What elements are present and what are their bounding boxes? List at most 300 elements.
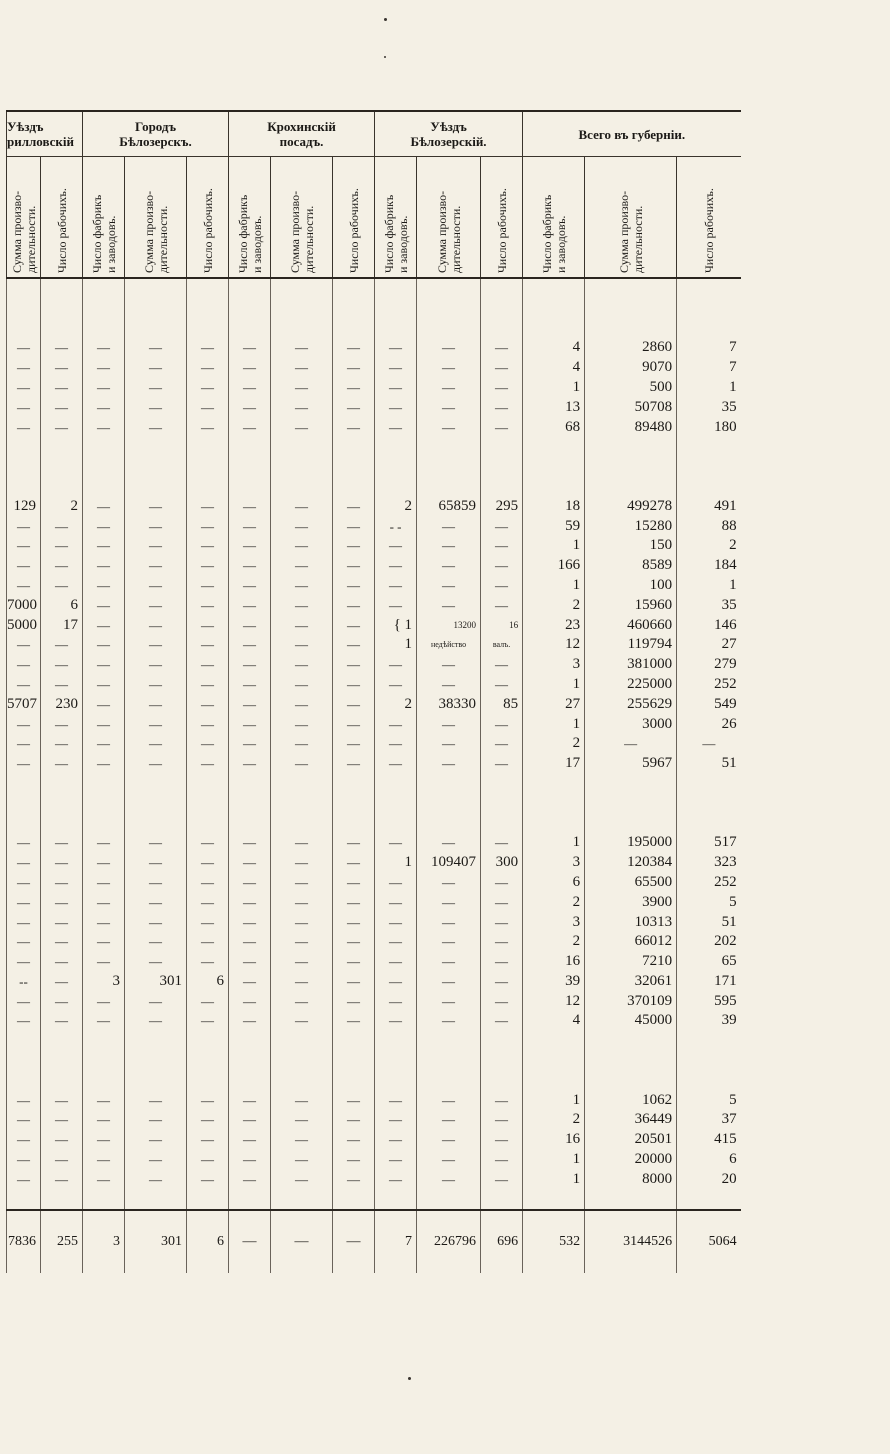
table-cell	[83, 477, 125, 497]
table-cell: —	[271, 972, 333, 992]
table-cell: —	[271, 734, 333, 754]
table-cell: 1	[677, 378, 741, 398]
table-cell	[523, 437, 585, 457]
table-cell: —	[7, 754, 41, 774]
table-cell: —	[271, 655, 333, 675]
table-cell: —	[187, 913, 229, 933]
table-cell	[187, 1051, 229, 1071]
table-cell: —	[125, 536, 187, 556]
table-row	[7, 893, 741, 913]
table-cell	[125, 457, 187, 477]
table-cell	[41, 794, 83, 814]
table-cell: —	[41, 536, 83, 556]
sub-header-label: Число фабрикъ и заводовъ.	[89, 194, 118, 273]
table-cell: —	[271, 576, 333, 596]
table-cell	[229, 457, 271, 477]
table-cell: —	[229, 695, 271, 715]
table-cell: —	[125, 378, 187, 398]
table-cell: —	[375, 932, 417, 952]
table-cell	[333, 794, 375, 814]
group-header-belozersk-city: Городъ Бѣлозерскъ.	[83, 111, 229, 157]
table-cell: —	[125, 338, 187, 358]
table-cell: —	[333, 695, 375, 715]
table-cell	[125, 278, 187, 299]
table-cell	[229, 774, 271, 794]
table-cell: —	[187, 1091, 229, 1111]
table-cell: —	[333, 952, 375, 972]
table-cell	[677, 794, 741, 814]
table-cell: —	[83, 556, 125, 576]
table-cell: —	[83, 715, 125, 735]
sub-header-workers	[481, 157, 523, 279]
table-cell: 2	[523, 893, 585, 913]
table-cell: —	[417, 576, 481, 596]
table-cell: —	[83, 576, 125, 596]
table-cell: —	[375, 596, 417, 616]
table-cell	[375, 477, 417, 497]
table-cell: —	[417, 1130, 481, 1150]
table-cell: 460660	[585, 616, 677, 636]
totals-row	[7, 1210, 741, 1273]
table-cell: —	[375, 754, 417, 774]
table-cell: валъ.	[481, 635, 523, 655]
sub-header-factories	[523, 157, 585, 279]
table-cell: —	[229, 833, 271, 853]
table-cell	[375, 794, 417, 814]
table-cell	[333, 1071, 375, 1091]
table-cell: —	[41, 972, 83, 992]
table-cell: —	[125, 734, 187, 754]
table-cell	[7, 794, 41, 814]
table-cell: 2	[41, 497, 83, 517]
table-cell: —	[125, 992, 187, 1012]
table-cell	[125, 794, 187, 814]
table-cell	[83, 319, 125, 339]
table-cell: —	[7, 398, 41, 418]
table-cell	[677, 1031, 741, 1051]
table-cell: —	[333, 675, 375, 695]
table-cell	[333, 278, 375, 299]
table-cell: —	[375, 972, 417, 992]
table-cell: —	[125, 853, 187, 873]
table-cell	[523, 1051, 585, 1071]
table-cell	[41, 774, 83, 794]
table-cell: 66012	[585, 932, 677, 952]
page-speck	[384, 18, 387, 21]
table-cell: —	[7, 675, 41, 695]
table-cell: —	[187, 556, 229, 576]
table-cell	[229, 1190, 271, 1211]
table-cell: 20	[677, 1170, 741, 1190]
table-row	[7, 338, 741, 358]
spacer-row	[7, 814, 741, 834]
table-cell: —	[417, 734, 481, 754]
table-cell: 6	[187, 972, 229, 992]
table-cell	[41, 299, 83, 319]
table-cell: 3000	[585, 715, 677, 735]
table-cell: —	[187, 754, 229, 774]
table-cell: —	[417, 754, 481, 774]
table-cell: 150	[585, 536, 677, 556]
table-cell: —	[481, 972, 523, 992]
table-row	[7, 952, 741, 972]
table-cell	[229, 1071, 271, 1091]
table-cell	[375, 774, 417, 794]
table-cell: —	[83, 1170, 125, 1190]
table-cell: —	[417, 1110, 481, 1130]
table-cell	[585, 278, 677, 299]
table-cell	[417, 1031, 481, 1051]
table-cell	[271, 319, 333, 339]
table-cell	[271, 1071, 333, 1091]
table-cell: —	[417, 873, 481, 893]
table-cell: —	[333, 1091, 375, 1111]
table-cell: 415	[677, 1130, 741, 1150]
sub-header-label: Число рабочихъ.	[54, 188, 69, 273]
table-cell: —	[271, 358, 333, 378]
table-cell	[41, 1031, 83, 1051]
table-cell: —	[229, 1110, 271, 1130]
table-row	[7, 913, 741, 933]
table-cell	[677, 814, 741, 834]
table-cell: —	[481, 556, 523, 576]
table-cell	[417, 278, 481, 299]
table-cell: —	[271, 715, 333, 735]
total-cell: —	[271, 1210, 333, 1273]
sub-header-label: Сумма произво- дительности.	[9, 190, 38, 273]
table-cell: —	[333, 655, 375, 675]
table-cell	[83, 437, 125, 457]
table-cell: —	[333, 833, 375, 853]
table-cell	[677, 1190, 741, 1211]
table-cell: 15280	[585, 517, 677, 537]
table-cell: —	[333, 992, 375, 1012]
table-cell: 26	[677, 715, 741, 735]
group-header-row	[7, 111, 741, 157]
table-cell: —	[7, 853, 41, 873]
table-cell: —	[271, 517, 333, 537]
table-cell	[677, 299, 741, 319]
table-cell: 1	[523, 378, 585, 398]
sub-header-sum	[271, 157, 333, 279]
table-cell	[229, 794, 271, 814]
table-cell: —	[125, 715, 187, 735]
table-cell	[7, 437, 41, 457]
table-cell	[481, 477, 523, 497]
table-cell: —	[83, 1150, 125, 1170]
factory-statistics-table	[6, 110, 741, 1273]
table-cell: —	[187, 833, 229, 853]
table-cell: —	[481, 338, 523, 358]
table-cell	[41, 1051, 83, 1071]
sub-header-label: Число фабрикъ и заводовъ.	[381, 194, 410, 273]
sub-header-workers	[187, 157, 229, 279]
table-cell: —	[229, 1170, 271, 1190]
table-cell: 2	[523, 1110, 585, 1130]
table-cell: —	[333, 1011, 375, 1031]
table-cell: —	[187, 952, 229, 972]
table-cell: 7210	[585, 952, 677, 972]
table-cell	[187, 299, 229, 319]
table-cell: —	[7, 556, 41, 576]
table-cell: 225000	[585, 675, 677, 695]
table-row	[7, 1110, 741, 1130]
table-cell: —	[83, 358, 125, 378]
table-cell: —	[375, 1110, 417, 1130]
table-cell: —	[7, 913, 41, 933]
table-cell: 1	[523, 1150, 585, 1170]
table-cell: —	[41, 418, 83, 438]
table-cell	[7, 1031, 41, 1051]
table-cell: —	[229, 497, 271, 517]
table-cell: —	[7, 1091, 41, 1111]
table-cell: 2	[523, 932, 585, 952]
table-cell	[83, 794, 125, 814]
table-cell: 370109	[585, 992, 677, 1012]
table-cell: —	[7, 1011, 41, 1031]
table-row	[7, 932, 741, 952]
table-cell	[333, 1051, 375, 1071]
table-cell: —	[271, 1110, 333, 1130]
table-cell	[677, 1071, 741, 1091]
table-cell: 1	[375, 853, 417, 873]
spacer-row	[7, 457, 741, 477]
table-cell: —	[7, 358, 41, 378]
table-cell	[125, 477, 187, 497]
table-cell: —	[271, 418, 333, 438]
sub-header-sum	[417, 157, 481, 279]
table-cell	[7, 278, 41, 299]
table-row	[7, 1091, 741, 1111]
table-cell: 39	[677, 1011, 741, 1031]
spacer-row	[7, 1190, 741, 1211]
table-cell	[229, 437, 271, 457]
table-cell	[523, 1190, 585, 1211]
table-cell	[229, 278, 271, 299]
table-cell: 32061	[585, 972, 677, 992]
table-cell: —	[677, 734, 741, 754]
table-cell	[187, 278, 229, 299]
table-cell	[375, 319, 417, 339]
table-cell	[333, 299, 375, 319]
table-cell: —	[375, 378, 417, 398]
table-cell	[41, 814, 83, 834]
table-cell: —	[375, 398, 417, 418]
table-cell: —	[481, 1150, 523, 1170]
table-cell: —	[417, 655, 481, 675]
table-cell	[229, 319, 271, 339]
table-row	[7, 1150, 741, 1170]
table-cell	[271, 437, 333, 457]
table-cell: 3	[83, 972, 125, 992]
table-cell: —	[417, 1150, 481, 1170]
sub-header-workers	[677, 157, 741, 279]
table-cell: —	[125, 754, 187, 774]
table-cell: —	[481, 715, 523, 735]
page-speck	[384, 56, 386, 58]
table-cell: 3	[523, 913, 585, 933]
table-cell: —	[125, 497, 187, 517]
table-cell: —	[7, 932, 41, 952]
total-cell: 3144526	[585, 1210, 677, 1273]
table-cell: —	[187, 1110, 229, 1130]
table-cell: 1	[523, 1091, 585, 1111]
table-cell: —	[229, 378, 271, 398]
table-cell: —	[229, 675, 271, 695]
table-cell: —	[417, 893, 481, 913]
table-cell: —	[7, 338, 41, 358]
table-cell: —	[271, 635, 333, 655]
table-cell: —	[375, 338, 417, 358]
table-cell	[83, 278, 125, 299]
table-cell: —	[229, 1150, 271, 1170]
table-cell: —	[417, 952, 481, 972]
table-cell	[417, 794, 481, 814]
table-cell: —	[271, 338, 333, 358]
table-cell: —	[7, 635, 41, 655]
table-cell: 1	[523, 833, 585, 853]
table-cell: —	[83, 913, 125, 933]
table-cell: 120384	[585, 853, 677, 873]
table-cell: 300	[481, 853, 523, 873]
table-cell	[41, 319, 83, 339]
sub-header-sum	[585, 157, 677, 279]
table-cell	[229, 1031, 271, 1051]
table-cell: —	[333, 378, 375, 398]
table-cell: 146	[677, 616, 741, 636]
table-cell: 295	[481, 497, 523, 517]
table-cell: —	[271, 1150, 333, 1170]
table-cell	[83, 814, 125, 834]
table-cell: 7000	[7, 596, 41, 616]
table-cell: —	[481, 754, 523, 774]
table-cell: —	[333, 932, 375, 952]
table-cell: —	[229, 596, 271, 616]
table-cell: —	[481, 952, 523, 972]
table-cell: —	[333, 1170, 375, 1190]
table-cell: —	[333, 1110, 375, 1130]
table-cell: —	[481, 893, 523, 913]
table-cell: —	[481, 1011, 523, 1031]
table-cell: 595	[677, 992, 741, 1012]
table-cell	[417, 814, 481, 834]
table-cell: —	[7, 1150, 41, 1170]
table-cell: 15960	[585, 596, 677, 616]
table-cell: 51	[677, 754, 741, 774]
table-cell	[523, 477, 585, 497]
table-cell: —	[229, 556, 271, 576]
table-cell: 65	[677, 952, 741, 972]
table-cell: —	[83, 833, 125, 853]
sub-header-factories	[83, 157, 125, 279]
table-cell: 37	[677, 1110, 741, 1130]
table-cell: —	[271, 1011, 333, 1031]
table-cell: —	[41, 378, 83, 398]
table-cell: —	[41, 398, 83, 418]
table-cell: —	[481, 398, 523, 418]
group-header-krokhino-posad: Крохинскій посадъ.	[229, 111, 375, 157]
table-cell: —	[417, 675, 481, 695]
table-cell	[187, 457, 229, 477]
table-cell: —	[125, 1110, 187, 1130]
table-cell	[271, 477, 333, 497]
table-cell	[481, 1031, 523, 1051]
table-cell: —	[333, 616, 375, 636]
table-cell: —	[41, 833, 83, 853]
table-cell: —	[333, 576, 375, 596]
table-cell: —	[229, 635, 271, 655]
sub-header-label: Сумма произво- дительности.	[287, 190, 316, 273]
table-cell: 17	[41, 616, 83, 636]
table-cell	[417, 319, 481, 339]
table-cell	[417, 299, 481, 319]
table-cell: 68	[523, 418, 585, 438]
table-cell: —	[333, 418, 375, 438]
sub-header-label: Число рабочихъ.	[494, 188, 509, 273]
table-cell	[481, 278, 523, 299]
table-cell	[585, 814, 677, 834]
table-cell: 184	[677, 556, 741, 576]
sub-header-label: Сумма произво- дительности.	[141, 190, 170, 273]
table-cell: —	[187, 695, 229, 715]
table-cell: —	[271, 833, 333, 853]
table-cell: —	[229, 536, 271, 556]
table-cell: 10313	[585, 913, 677, 933]
table-cell: —	[187, 418, 229, 438]
group-header-kirillov-uezd: Уѣздъ рилловскій	[7, 111, 83, 157]
table-cell: 18	[523, 497, 585, 517]
table-cell: —	[417, 358, 481, 378]
table-cell	[7, 1051, 41, 1071]
sub-header-label: Число фабрикъ и заводовъ.	[539, 194, 568, 273]
table-cell	[7, 1071, 41, 1091]
table-cell	[187, 814, 229, 834]
table-cell	[677, 278, 741, 299]
table-cell: 59	[523, 517, 585, 537]
table-cell	[187, 319, 229, 339]
table-cell	[375, 1190, 417, 1211]
total-cell: —	[333, 1210, 375, 1273]
table-cell: —	[187, 576, 229, 596]
table-cell: 65859	[417, 497, 481, 517]
table-cell: —	[83, 635, 125, 655]
table-cell: 8589	[585, 556, 677, 576]
table-cell	[83, 299, 125, 319]
table-cell: —	[229, 1130, 271, 1150]
table-cell: —	[187, 1150, 229, 1170]
table-cell	[7, 814, 41, 834]
table-cell: —	[125, 418, 187, 438]
table-cell	[585, 1190, 677, 1211]
table-cell	[83, 774, 125, 794]
table-cell: —	[375, 358, 417, 378]
table-cell: —	[7, 1110, 41, 1130]
table-cell: —	[333, 754, 375, 774]
table-cell: —	[187, 497, 229, 517]
table-cell: —	[41, 1150, 83, 1170]
table-cell: —	[333, 873, 375, 893]
table-cell: 549	[677, 695, 741, 715]
table-cell	[125, 1051, 187, 1071]
table-cell: 517	[677, 833, 741, 853]
table-cell: —	[187, 1130, 229, 1150]
spacer-row	[7, 1051, 741, 1071]
table-cell: —	[417, 517, 481, 537]
table-cell: —	[481, 1091, 523, 1111]
table-cell: —	[229, 418, 271, 438]
table-cell: —	[125, 556, 187, 576]
table-cell: 16	[481, 616, 523, 636]
